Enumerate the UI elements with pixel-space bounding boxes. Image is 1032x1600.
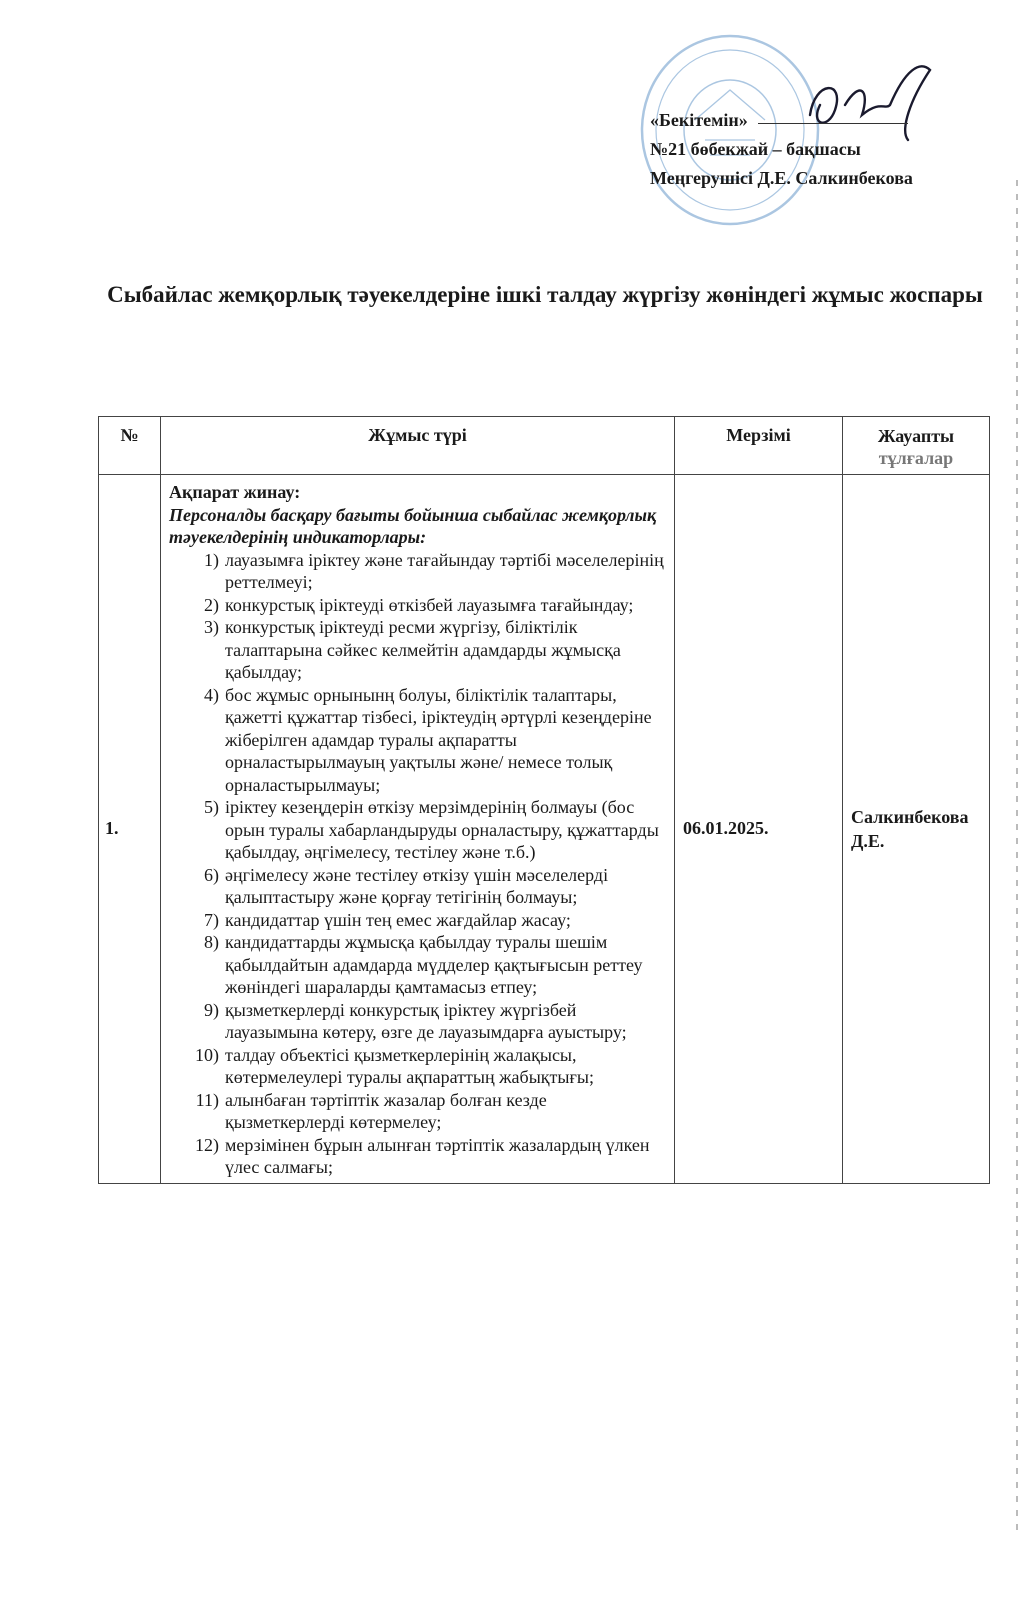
list-item [169,796,668,864]
row-deadline: 06.01.2025. [675,475,843,1184]
indicator-list [169,549,668,1179]
table-row [99,475,990,1184]
approval-organization: №21 бөбекжай – бақшасы [650,139,861,159]
list-item [169,1089,668,1134]
list-item [169,999,668,1044]
list-item-text: әңгімелесу және тестілеу өткізу үшін мәселелерді қалыптастыру және қорғау тетігінің болмауы; [225,864,609,907]
list-item-number: 3) [204,617,219,637]
list-item-text: мерзімінен бұрын алынған тәртіптік жазалардың үлкен үлес салмағы; [225,1134,650,1177]
list-item [169,616,668,684]
list-item-number: 2) [204,594,219,615]
list-item-text: конкурстық іріктеуді өткізбей лауазымға тағайындау; [225,594,634,615]
approval-block [650,106,913,193]
list-item-text: конкурстық іріктеуді ресми жүргізу, біліктілік талаптарына сәйкес келмейтін адамдарды жұмысқа қабылдау; [225,617,621,682]
list-item-number: 1) [204,549,219,570]
list-item-text: кандидаттар үшін тең емес жағдайлар жасау; [225,909,571,930]
header-responsible-line1: Жауапты [877,426,955,446]
list-item-text: бос жұмыс орнынынң болуы, біліктілік талаптары, қажетті құжаттар тізбесі, іріктеудің әртүрлі кезеңдеріне жіберілген адамдар туралы ақпаратты орналастырылмауың уақтылы және/ немесе толық орналастырылмауы; [225,684,652,795]
list-item [169,1044,668,1089]
list-item-number: 10) [195,1044,219,1065]
row-number: 1. [99,475,161,1184]
list-item-number: 9) [204,999,219,1020]
responsible-initials: Д.Е. [851,830,885,851]
signature-line [758,123,908,124]
row-work-type [161,475,675,1184]
list-item-number: 4) [204,684,219,705]
work-plan-table [98,416,990,1184]
list-item-number: 11) [195,1089,219,1110]
row-responsible [843,475,990,1184]
header-responsible [843,417,990,475]
approval-label: «Бекітемін» [650,110,748,130]
list-item-text: кандидаттарды жұмысқа қабылдау туралы шешім қабылдайтын адамдарда мүдделер қақтығысын реттеу жөніндегі шараларды қамтамасыз етпеу; [225,932,643,997]
list-item-number: 5) [204,797,219,817]
header-work-type: Жұмыс түрі [161,417,675,475]
list-item [169,864,668,909]
header-deadline: Мерзімі [675,417,843,475]
header-number: № [99,417,161,475]
list-item [169,594,668,617]
header-responsible-line2: тұлғалар [878,448,954,468]
list-item-text: қызметкерлерді конкурстық іріктеу жүргізбей лауазымына көтеру, өзге де лауазымдарға ауыстыру; [225,999,627,1042]
list-item [169,549,668,594]
list-item-number: 12) [195,1134,219,1155]
list-item [169,931,668,999]
approval-head: Меңгерушісі Д.Е. Салкинбекова [650,168,913,188]
list-item-number: 7) [204,909,219,930]
list-item-number: 8) [204,932,219,952]
list-item-text: талдау объектісі қызметкерлерінің жалақысы, көтермелеулері туралы ақпараттың жабықтығы; [225,1044,594,1087]
document-title: Сыбайлас жемқорлық тәуекелдеріне ішкі талдау жүргізу жөніндегі жұмыс жоспары [107,282,983,307]
list-item [169,684,668,797]
list-item-number: 6) [204,864,219,885]
list-item [169,909,668,932]
list-item-text: іріктеу кезеңдерін өткізу мерзімдерінің болмауы (бос орын туралы хабарландыруды орналастыру, құжаттарды қабылдау, әңгімелесу, тестілеу және т.б.) [225,797,659,862]
table-header-row [99,417,990,475]
page-edge-shadow [1016,180,1018,1530]
list-item-text: алынбаған тәртіптік жазалар болған кезде қызметкерлерді көтермелеу; [225,1089,547,1132]
responsible-surname: Салкинбекова [851,806,969,827]
row-subheading: Персоналды басқару бағыты бойынша сыбайлас жемқорлық тәуекелдерінің индикаторлары: [169,504,657,547]
list-item-text: лауазымға іріктеу және тағайындау тәртібі мәселелерінің реттелмеуі; [225,549,664,592]
row-heading: Ақпарат жинау: [169,482,301,502]
list-item [169,1134,668,1179]
